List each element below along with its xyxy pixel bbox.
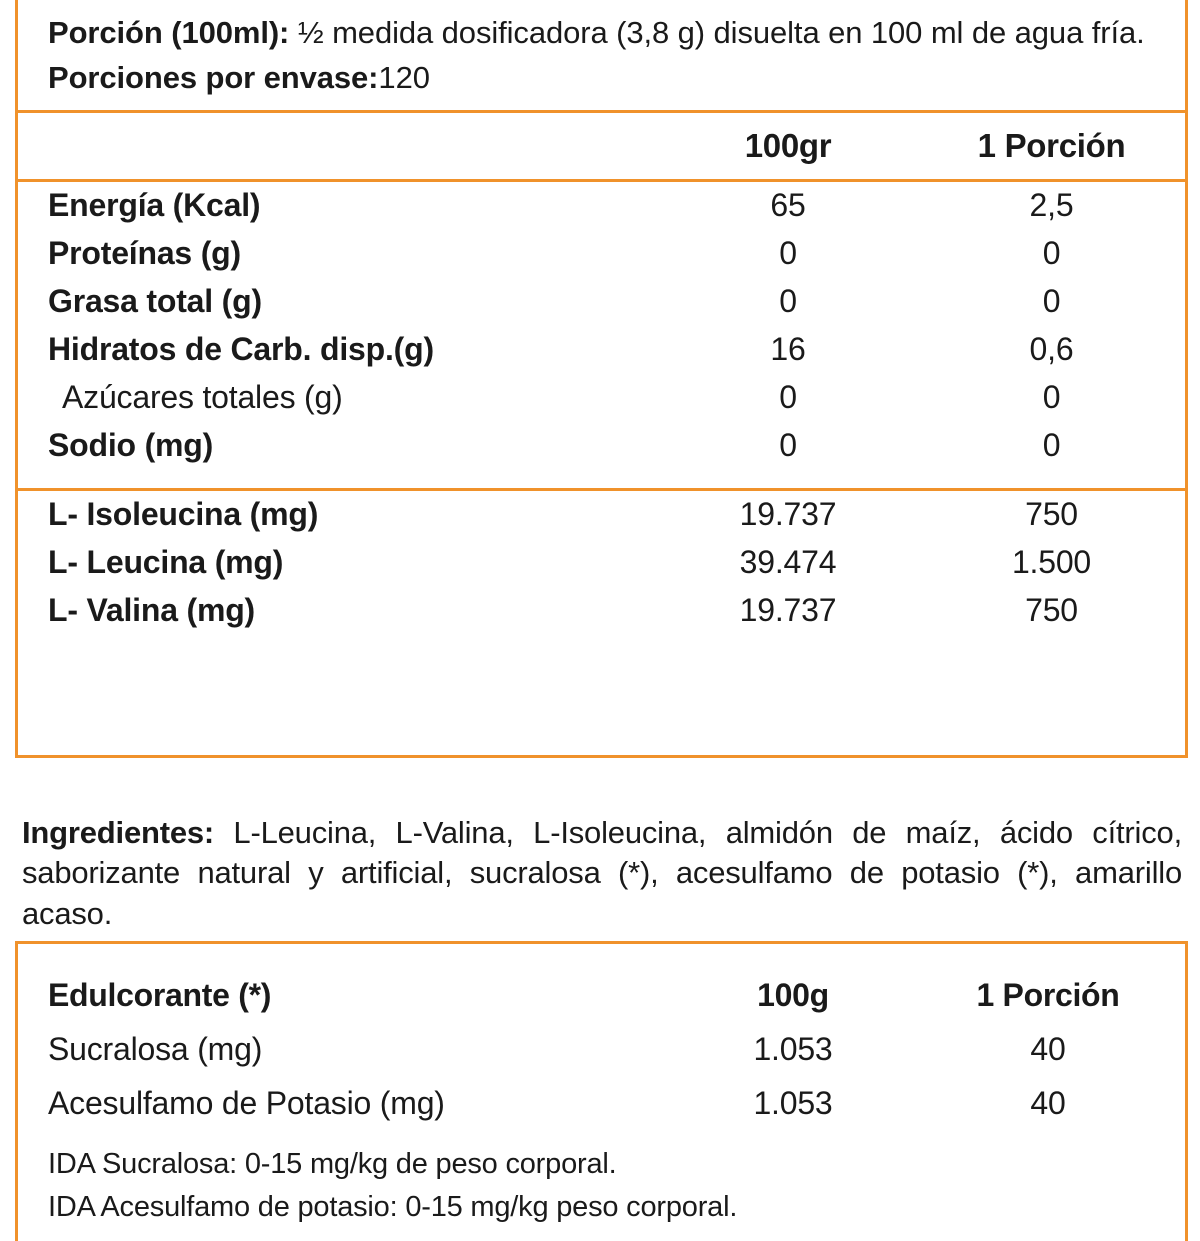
row-value-portion: 40 <box>1030 1084 1066 1121</box>
sweetener-table <box>48 968 1178 1130</box>
header-per-100g: 100gr <box>744 126 832 164</box>
portion-value: ½ medida dosificadora (3,8 g) disuelta en 100 ml de agua fría. <box>297 15 1145 50</box>
row-value-portion: 0 <box>1042 427 1061 464</box>
row-label: L- Isoleucina (mg) <box>48 496 319 533</box>
row-label: L- Leucina (mg) <box>48 544 284 581</box>
row-value-100g: 0 <box>779 235 797 272</box>
row-value-portion: 1.500 <box>1011 544 1092 581</box>
row-value-portion: 750 <box>1025 592 1078 629</box>
header-nutrient <box>18 113 658 179</box>
ida-note-acesulfame: IDA Acesulfamo de potasio: 0-15 mg/kg peso corporal. <box>48 1191 738 1224</box>
servings-per-container-line <box>48 57 1161 100</box>
row-value-100g: 19.737 <box>739 496 837 533</box>
table-header-row <box>18 113 1185 179</box>
row-value-portion: 750 <box>1025 496 1078 533</box>
row-value-100g: 39.474 <box>739 544 837 581</box>
table-row <box>18 491 1185 539</box>
table-row <box>18 182 1185 230</box>
portion-line <box>48 12 1161 55</box>
amino-acids-table <box>18 491 1185 635</box>
header-per-portion: 1 Porción <box>977 126 1126 164</box>
header-per-100g: 100g <box>757 976 829 1013</box>
row-value-portion: 40 <box>1030 1030 1066 1067</box>
row-label: Acesulfamo de Potasio (mg) <box>48 1084 445 1121</box>
row-value-100g: 1.053 <box>753 1030 833 1067</box>
row-value-100g: 16 <box>770 331 806 368</box>
row-value-portion: 2,5 <box>1029 187 1074 224</box>
table-row <box>18 326 1185 374</box>
row-value-100g: 1.053 <box>753 1084 833 1121</box>
ingredients-text: L-Leucina, L-Valina, L-Isoleucina, almidón de maíz, ácido cítrico, saborizante natural y artificial, sucralosa (*), acesulfamo de potasio (*), amarillo acaso. <box>22 815 1182 931</box>
row-label: L- Valina (mg) <box>48 592 255 629</box>
row-value-portion: 0,6 <box>1029 331 1074 368</box>
nutrition-facts-table <box>18 113 1185 179</box>
row-value-portion: 0 <box>1042 235 1061 272</box>
row-label: Energía (Kcal) <box>48 187 261 224</box>
row-label: Grasa total (g) <box>48 283 262 320</box>
row-value-100g: 0 <box>779 283 797 320</box>
row-label: Sucralosa (mg) <box>48 1030 263 1067</box>
table-row <box>18 587 1185 635</box>
table-row <box>18 278 1185 326</box>
table-row <box>18 230 1185 278</box>
servings-value: 120 <box>378 59 430 95</box>
ingredients-paragraph <box>22 813 1182 934</box>
row-label: Proteínas (g) <box>48 235 241 272</box>
row-label: Sodio (mg) <box>48 427 214 464</box>
header-sweetener: Edulcorante (*) <box>48 976 272 1013</box>
row-value-portion: 0 <box>1042 379 1061 416</box>
portion-label: Porción (100ml): <box>48 15 290 50</box>
header-per-portion: 1 Porción <box>976 976 1120 1013</box>
row-value-100g: 0 <box>779 379 797 416</box>
spacer <box>18 470 1185 488</box>
nutrition-values-table <box>18 182 1185 470</box>
row-value-100g: 65 <box>770 187 806 224</box>
table-row-sub <box>18 374 1185 422</box>
sweetener-panel <box>15 941 1188 1241</box>
serving-information <box>18 0 1185 110</box>
table-header-row <box>48 968 1178 1022</box>
row-label: Azúcares totales (g) <box>62 379 343 416</box>
table-row <box>48 1076 1178 1130</box>
servings-label: Porciones por envase: <box>48 59 379 95</box>
row-value-100g: 0 <box>779 427 797 464</box>
nutrition-panel <box>15 0 1188 758</box>
table-row <box>48 1022 1178 1076</box>
ingredients-label: Ingredientes: <box>22 815 215 850</box>
row-label: Hidratos de Carb. disp.(g) <box>48 331 434 368</box>
row-value-portion: 0 <box>1042 283 1061 320</box>
row-value-100g: 19.737 <box>739 592 837 629</box>
table-row <box>18 422 1185 470</box>
table-row <box>18 539 1185 587</box>
ida-note-sucralose: IDA Sucralosa: 0-15 mg/kg de peso corporal. <box>48 1148 617 1180</box>
